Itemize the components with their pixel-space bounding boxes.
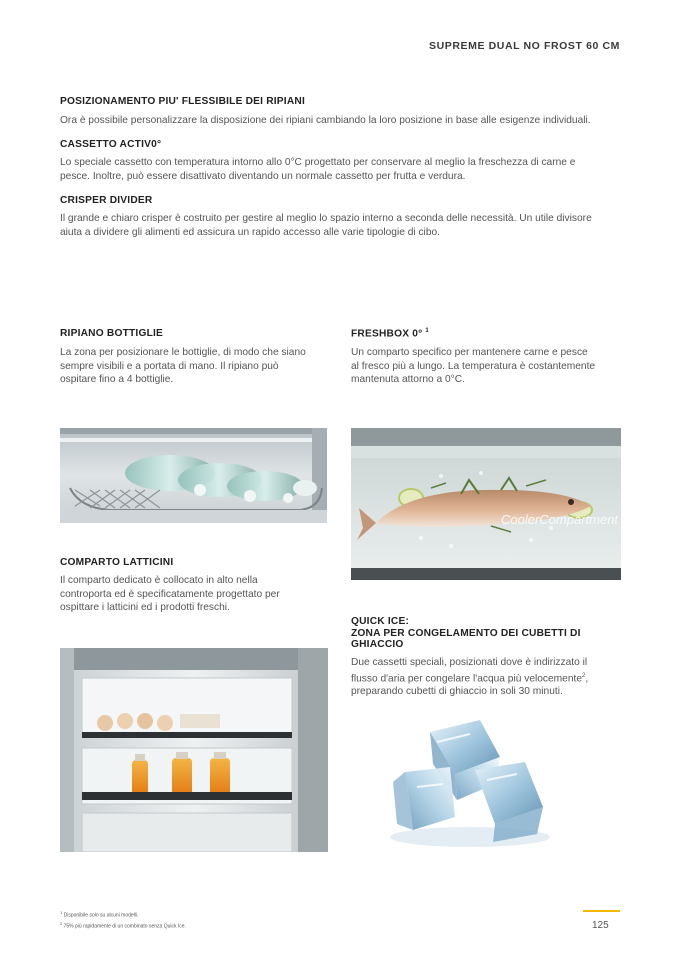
text-line: Il grande e chiaro crisper è costruito per gestire al meglio lo spazio interno a seconda delle necessità. Un utile divisore: [60, 213, 592, 224]
section-heading-activ0: CASSETTO ACTIV0°: [60, 139, 162, 150]
text-fragment: ,: [585, 672, 589, 684]
document-title: SUPREME DUAL NO FROST 60 CM: [428, 40, 620, 52]
text-line: ospittare i latticini ed i prodotti freschi.: [60, 602, 230, 613]
section-heading-crisper: CRISPER DIVIDER: [60, 195, 153, 206]
feature-heading-quickice: [351, 616, 581, 651]
heading-line: GHIACCIO: [351, 639, 404, 650]
dairy-door-photo: [60, 648, 328, 852]
ice-cubes-photo: [375, 712, 560, 857]
feature-text-quickice: [351, 656, 631, 699]
heading-line: ZONA PER CONGELAMENTO DEI CUBETTI DI: [351, 627, 581, 639]
footnote-text: 75% più rapidamente di un combinato senza Quick Ice.: [63, 923, 186, 930]
footnote-text: Disponibile solo su alcuni modelli.: [63, 912, 139, 919]
footnote-1: [60, 909, 186, 920]
section-heading-shelves: POSIZIONAMENTO PIU' FLESSIBILE DEI RIPIANI: [60, 96, 305, 107]
footnote-ref: 1: [425, 328, 429, 334]
footnote-marker: 1: [60, 910, 63, 915]
text-line: al fresco più a lungo. La temperatura è costantemente: [351, 360, 596, 372]
text-line: Due cassetti speciali, posizionati dove è indirizzato il: [351, 657, 588, 668]
text-line: aiuta a dividere gli alimenti ed assicura un rapido accesso alle varie tipologie di cibo.: [60, 226, 440, 238]
heading-line: QUICK ICE:: [351, 616, 410, 627]
feature-text-bottles: [60, 346, 330, 387]
page-number: 125: [592, 920, 609, 931]
text-fragment: flusso d'aria per congelare l'acqua più velocemente: [351, 672, 582, 684]
text-line: mantenuta attorno a 0°C.: [351, 374, 465, 385]
text-line: Un comparto specifico per mantenere carne e pesce: [351, 347, 588, 358]
heading-text: FRESHBOX 0°: [351, 328, 423, 340]
section-text-crisper: [60, 212, 640, 239]
cooler-compartment-label: CoolerCompartment: [501, 512, 619, 527]
bottle-shelf-photo: [60, 428, 327, 523]
section-text-shelves: Ora è possibile personalizzare la disposizione dei ripiani cambiando la loro posizione in base alle esigenze individuali.: [60, 115, 591, 126]
text-line: preparando cubetti di ghiaccio in soli 30 minuti.: [351, 686, 563, 698]
text-line: controporta ed è specificatamente progettato per: [60, 588, 280, 600]
freshbox-photo: [351, 428, 621, 580]
footnotes: [60, 909, 186, 930]
text-line: sempre visibili e a portata di mano. Il ripiano può: [60, 360, 279, 372]
feature-heading-bottles: RIPIANO BOTTIGLIE: [60, 328, 164, 339]
text-line: Il comparto dedicato è collocato in alto nella: [60, 575, 258, 586]
feature-text-dairy: [60, 574, 330, 615]
text-line: ospitare fino a 4 bottiglie.: [60, 374, 174, 385]
footnote-marker: 2: [60, 920, 63, 926]
page-number-rule: [583, 910, 620, 912]
text-line: pesce. Inoltre, può essere disattivato diventando un normale cassetto per frutta e verdura.: [60, 170, 466, 182]
text-line: [351, 670, 631, 686]
feature-heading-dairy: COMPARTO LATTICINI: [60, 557, 174, 568]
footnote-ref: 2: [582, 672, 586, 679]
footnote-2: [60, 920, 186, 931]
section-text-activ0: [60, 156, 640, 183]
feature-heading-freshbox: [351, 328, 429, 339]
text-line: La zona per posizionare le bottiglie, di modo che siano: [60, 347, 306, 358]
text-line: Lo speciale cassetto con temperatura intorno allo 0°C progettato per conservare al meglio la freschezza di carne e: [60, 157, 576, 168]
feature-text-freshbox: [351, 346, 631, 387]
